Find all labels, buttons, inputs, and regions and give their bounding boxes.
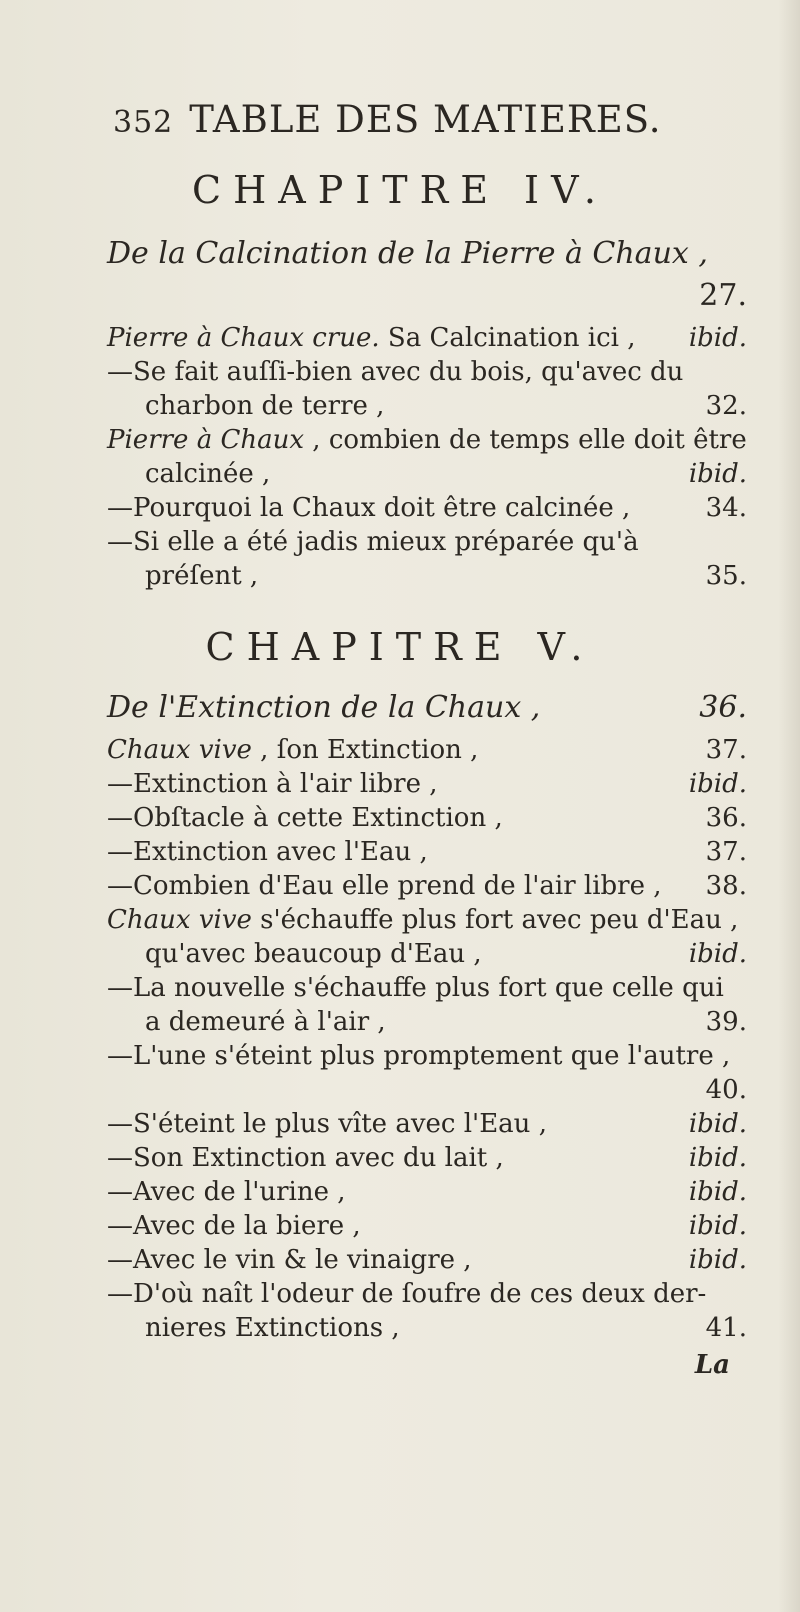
toc-entry: —S'éteint le plus vîte avec l'Eau , ibid. (107, 1109, 747, 1139)
toc-entry: —Avec de la biere , ibid. (107, 1211, 747, 1241)
page-number: 352 (113, 105, 174, 140)
running-head (113, 98, 733, 144)
chapter-4-heading: CHAPITRE IV. (192, 168, 608, 212)
toc-entry: —Avec de l'urine , ibid. (107, 1177, 747, 1207)
toc-entry: —Si elle a été jadis mieux préparée qu'à (107, 527, 639, 557)
toc-entry: —Son Extinction avec du lait , ibid. (107, 1143, 747, 1173)
toc-entry: —Avec le vin & le vinaigre , ibid. (107, 1245, 747, 1275)
toc-entry: —Obſtacle à cette Extinction , 36. (107, 803, 747, 833)
toc-entry-continuation: préſent , 35. (145, 561, 747, 591)
toc-entry: Pierre à Chaux , combien de temps elle doit être (107, 425, 747, 455)
toc-entry: —L'une s'éteint plus promptement que l'autre , (107, 1041, 731, 1071)
toc-entry-continuation: a demeuré à l'air , 39. (145, 1007, 747, 1037)
page-edge-shadow (778, 0, 800, 1612)
toc-entry-continuation: calcinée , ibid. (145, 459, 747, 489)
chapter-4-title: De la Calcination de la Pierre à Chaux , (107, 236, 708, 271)
chapter-4-title-page: 27. (699, 278, 747, 313)
toc-entry: —Extinction à l'air libre , ibid. (107, 769, 747, 799)
toc-entry: Chaux vive s'échauffe plus fort avec peu d'Eau , (107, 905, 739, 935)
toc-entry: —Pourquoi la Chaux doit être calcinée , 34. (107, 493, 747, 523)
catchword: La (694, 1350, 730, 1380)
toc-entry-continuation: charbon de terre , 32. (145, 391, 747, 421)
toc-entry-continuation: qu'avec beaucoup d'Eau , ibid. (145, 939, 747, 969)
toc-entry: —La nouvelle s'échauffe plus fort que celle qui (107, 973, 724, 1003)
toc-entry: —D'où naît l'odeur de ſoufre de ces deux der- (107, 1279, 707, 1309)
toc-entry: —Extinction avec l'Eau , 37. (107, 837, 747, 867)
chapter-5-title: De l'Extinction de la Chaux , 36. (107, 690, 747, 725)
toc-entry-continuation: 40. (705, 1075, 747, 1105)
toc-entry-continuation: nieres Extinctions , 41. (145, 1313, 747, 1343)
chapter-5-heading: CHAPITRE V. (205, 625, 595, 669)
toc-entry: —Combien d'Eau elle prend de l'air libre , 38. (107, 871, 747, 901)
running-title: TABLE DES MATIERES. (189, 98, 662, 141)
toc-entry: Pierre à Chaux crue. Sa Calcination ici , ibid. (107, 323, 747, 353)
toc-entry: Chaux vive , ſon Extinction , 37. (107, 735, 747, 765)
toc-entry: —Se fait auſſi-bien avec du bois, qu'avec du (107, 357, 684, 387)
